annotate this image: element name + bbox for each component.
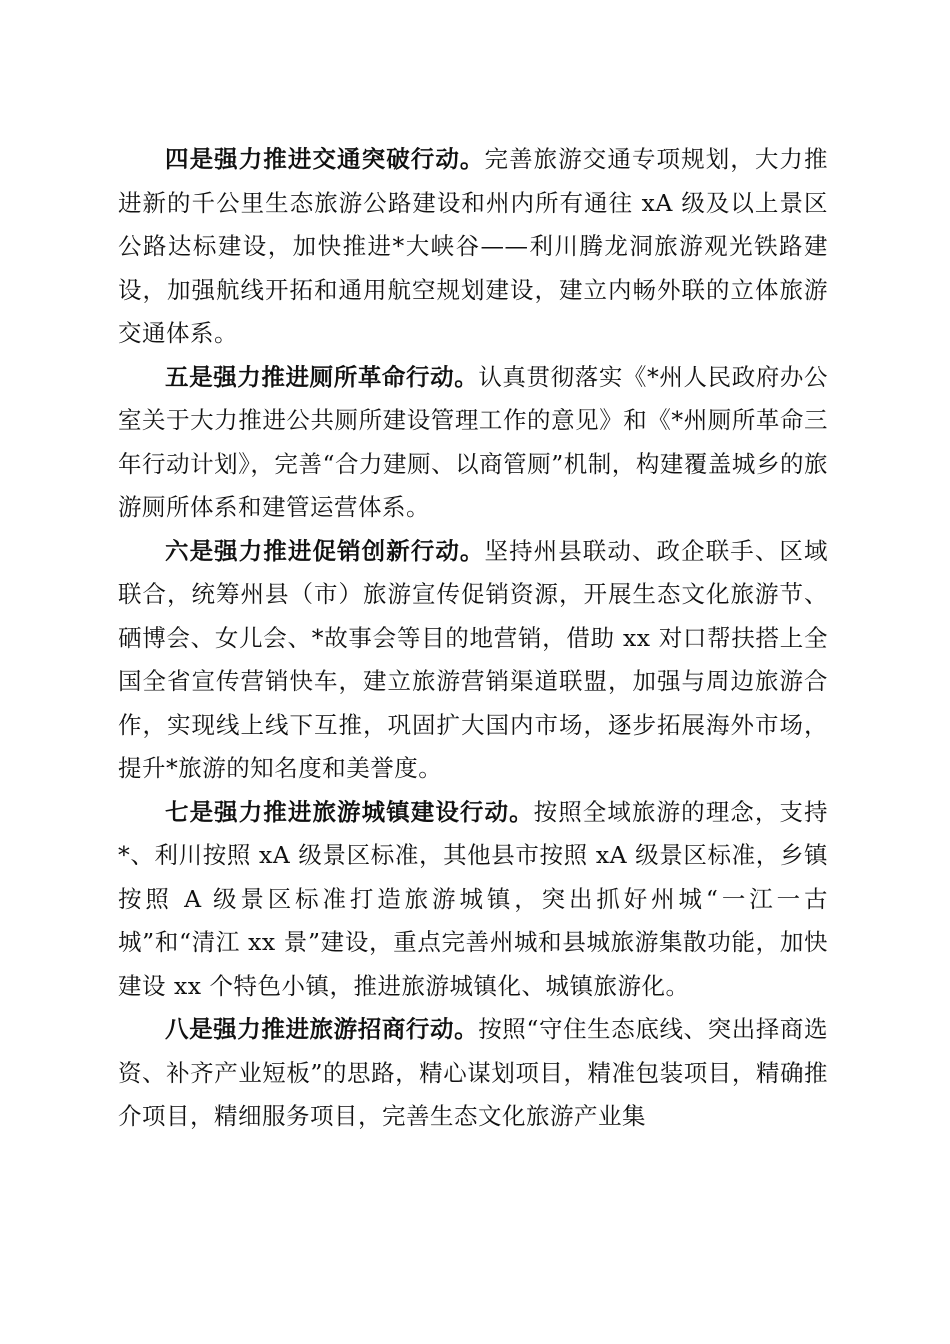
paragraph-text: 认真贯彻落实《*州人民政府办公室关于大力推进公共厕所建设管理工作的意见》和《*州厕所革命三年行动计划》，完善“合力建厕、以商管厕”机制，构建覆盖城乡的旅游厕所体系和建管运营体系。 [118,362,829,521]
paragraph-toilet [118,356,828,530]
paragraph-lead: 五是强力推进厕所革命行动。 [165,362,479,391]
paragraph-towns [118,791,828,1009]
paragraph-lead: 四是强力推进交通突破行动。 [165,145,485,173]
document-body [118,138,828,1139]
paragraph-text: 坚持州县联动、政企联手、区域联合，统筹州县（市）旅游宣传促销资源，开展生态文化旅游节、硒博会、女儿会、*故事会等目的地营销，借助 xx 对口帮扶搭上全国全省宣传营销快车，建立旅游营销渠道联盟，加强与周边旅游合作，实现线上线下互推，巩固扩大国内市场，逐步拓展海外市场，提升*旅游的知名度和美誉度。 [118,536,828,782]
paragraph-promotion [118,530,828,791]
paragraph-investment [118,1008,828,1139]
paragraph-lead: 七是强力推进旅游城镇建设行动。 [165,797,534,826]
paragraph-transport [118,138,828,356]
paragraph-lead: 八是强力推进旅游招商行动。 [165,1015,479,1043]
paragraph-text: 完善旅游交通专项规划，大力推进新的千公里生态旅游公路建设和州内所有通往 xA 级及以上景区公路达标建设，加快推进*大峡谷——利川腾龙洞旅游观光铁路建设，加强航线开拓和通用航空规划建设，建立内畅外联的立体旅游交通体系。 [118,145,828,347]
paragraph-text: 按照“守住生态底线、突出择商选资、补齐产业短板”的思路，精心谋划项目，精准包装项目，精确推介项目，精细服务项目，完善生态文化旅游产业集 [118,1015,829,1130]
paragraph-lead: 六是强力推进促销创新行动。 [165,536,485,565]
paragraph-text: 按照全域旅游的理念，支持*、利川按照 xA 级景区标准，其他县市按照 xA 级景区标准，乡镇按照 A 级景区标准打造旅游城镇，突出抓好州城“一江一古城”和“清江 xx 景”建设，重点完善州城和县城旅游集散功能，加快建设 xx 个特色小镇，推进旅游城镇化、城镇旅游化。 [118,797,829,1000]
